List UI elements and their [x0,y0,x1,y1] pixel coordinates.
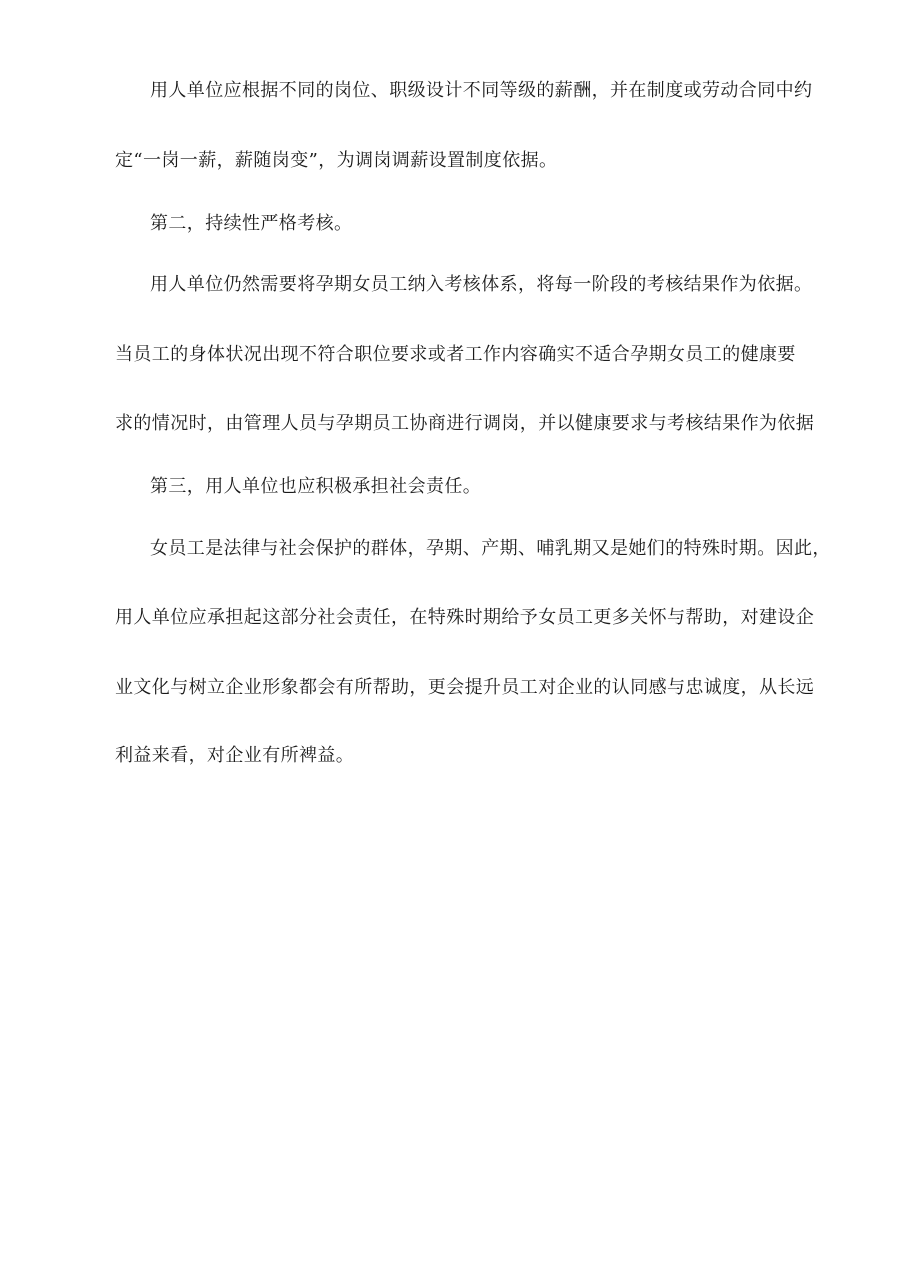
section-heading-third: 第三，用人单位也应积极承担社会责任。 [150,476,482,497]
section-heading-second: 第二，持续性严格考核。 [150,213,353,234]
paragraph-responsibility-line-3: 业文化与树立企业形象都会有所帮助，更会提升员工对企业的认同感与忠诚度，从长远 [115,677,815,698]
paragraph-responsibility-line-2: 用人单位应承担起这部分社会责任，在特殊时期给予女员工更多关怀与帮助，对建设企 [115,607,815,628]
paragraph-responsibility-line-1: 女员工是法律与社会保护的群体，孕期、产期、哺乳期又是她们的特殊时期。因此， [150,538,831,559]
paragraph-assessment-line-1: 用人单位仍然需要将孕期女员工纳入考核体系，将每一阶段的考核结果作为依据。 [150,274,813,295]
paragraph-salary-line-2: 定“一岗一薪，薪随岗变”，为调岗调薪设置制度依据。 [115,150,558,171]
paragraph-assessment-line-3: 求的情况时，由管理人员与孕期员工协商进行调岗，并以健康要求与考核结果作为依据 [115,413,815,434]
paragraph-responsibility-line-4: 利益来看，对企业有所裨益。 [115,745,355,766]
paragraph-salary-line-1: 用人单位应根据不同的岗位、职级设计不同等级的薪酬，并在制度或劳动合同中约 [150,80,813,101]
paragraph-assessment-line-2: 当员工的身体状况出现不符合职位要求或者工作内容确实不适合孕期女员工的健康要 [115,344,796,365]
